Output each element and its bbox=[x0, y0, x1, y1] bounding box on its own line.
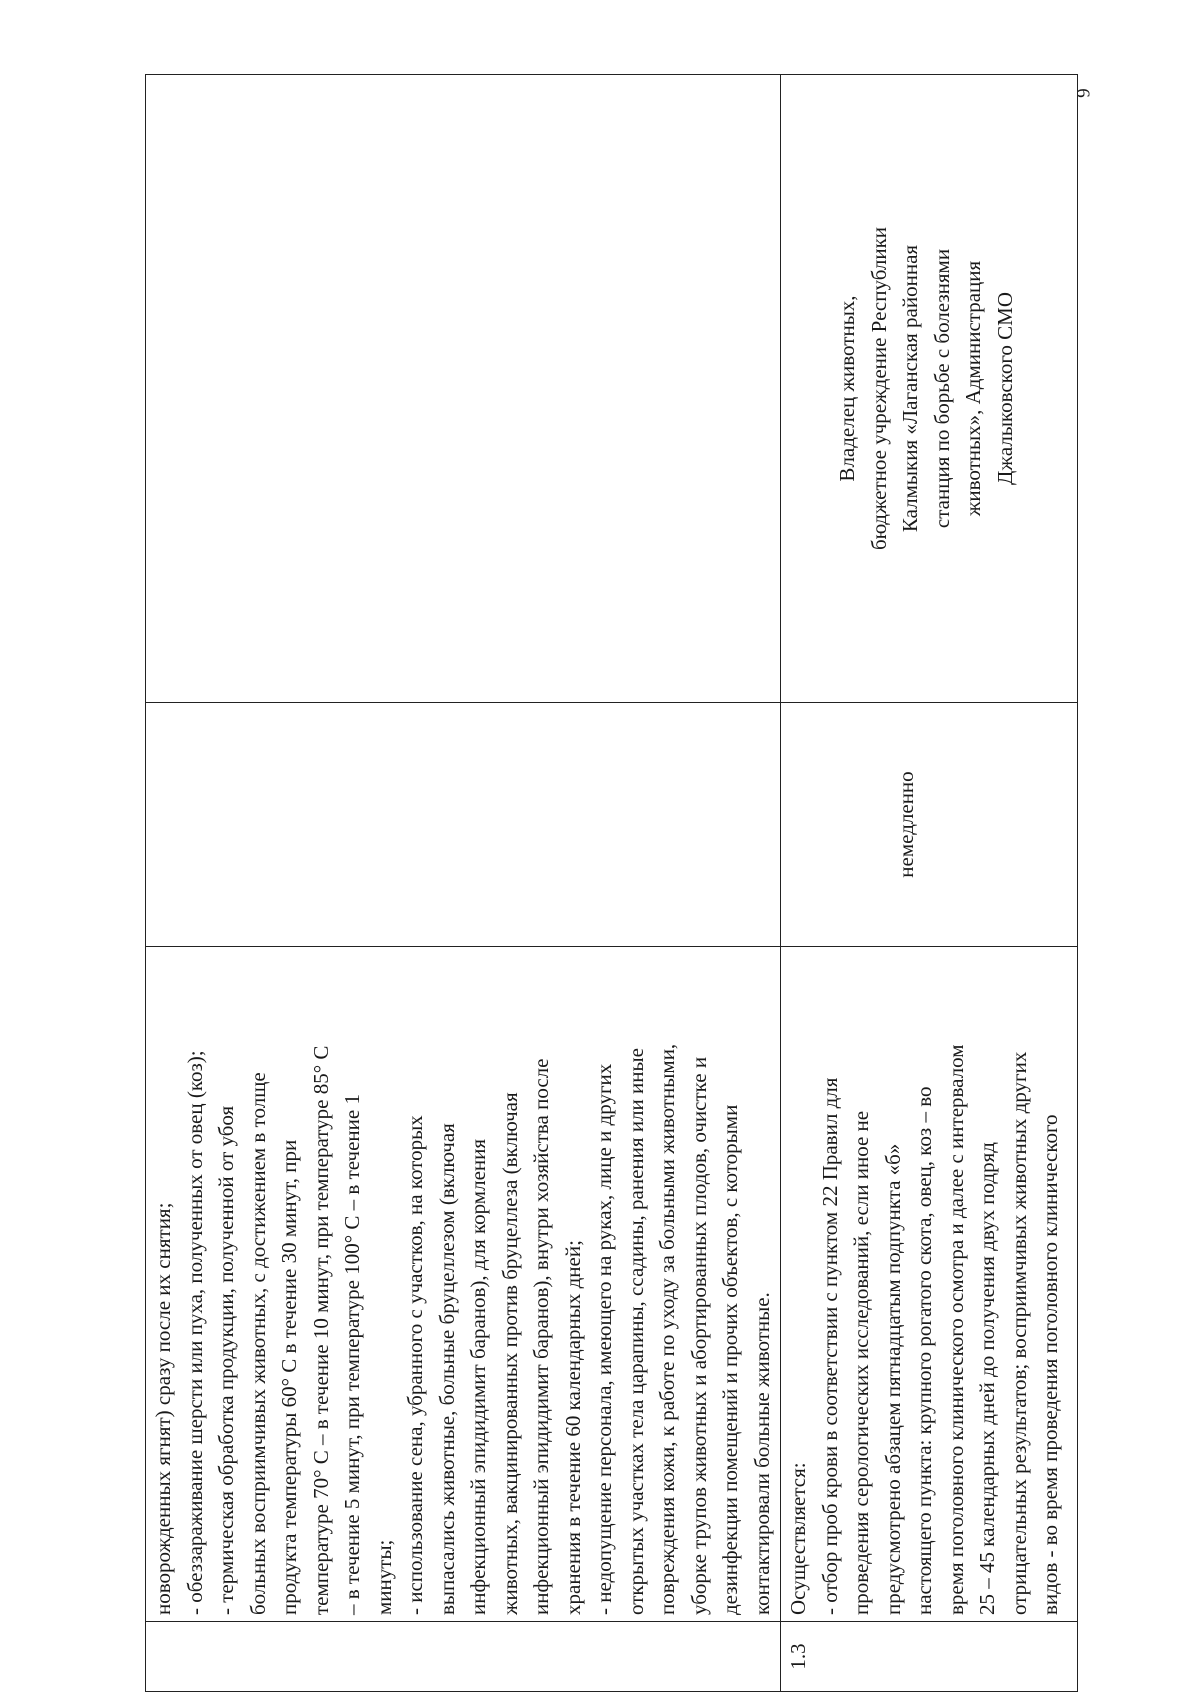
description-line: открытых участках тела царапины, ссадины, ранения или иные bbox=[623, 1048, 648, 1615]
responsible-line: Владелец животных, bbox=[835, 295, 859, 482]
description-line: уборке трупов животных и абортированных плодов, очистке и bbox=[686, 1056, 711, 1615]
description-line: повреждения кожи, к работе по уходу за больными животными, bbox=[655, 1043, 679, 1615]
description-line: инфекционный эпидидимит баранов), внутри хозяйства после bbox=[529, 1058, 553, 1615]
rotated-table-wrapper bbox=[145, 75, 1070, 1692]
term-cell bbox=[146, 703, 781, 947]
description-line: - термическая обработка продукции, полученной от убоя bbox=[214, 1105, 238, 1615]
table-row-continued bbox=[146, 75, 781, 1692]
description-line: инфекционный эпидидимит баранов), для кормления bbox=[466, 1138, 490, 1615]
description-line: минуты; bbox=[371, 1539, 396, 1615]
description-line: новорожденных ягнят) сразу после их снятия; bbox=[151, 1202, 175, 1615]
description-line: продукта температуры 60° С в течение 30 минут, при bbox=[277, 1139, 301, 1615]
responsible-line: животных», Администрация bbox=[961, 260, 985, 517]
description-line: видов - во время проведения поголовного клинического bbox=[1038, 1114, 1062, 1615]
term-cell bbox=[781, 703, 1078, 947]
description-line: больных восприимчивых животных, с достижением в толще bbox=[245, 1072, 270, 1615]
description-line: предусмотрено абзацем пятнадцатым подпункта «б» bbox=[880, 1143, 905, 1615]
responsible-line: Джалыковского СМО bbox=[992, 292, 1017, 485]
description-line: – в течение 5 минут, при температуре 100° С – в течение 1 bbox=[340, 1094, 364, 1615]
description-line: настоящего пункта: крупного рогатого скота, овец, коз – во bbox=[912, 1086, 936, 1615]
responsible-line: станция по борьбе с болезнями bbox=[929, 248, 954, 529]
responsible-text bbox=[832, 81, 1021, 696]
description-line: контактировали больные животные. bbox=[749, 1292, 774, 1615]
responsible-line: Калмыкия «Лаганская районная bbox=[898, 244, 922, 533]
page-number: 6 bbox=[1071, 88, 1093, 98]
description-line: проведения серологических исследований, если иное не bbox=[849, 1110, 873, 1615]
measures-table bbox=[145, 74, 1078, 1692]
responsible-cell bbox=[781, 75, 1078, 703]
description-line: температуре 70° С – в течение 10 минут, при температуре 85° С bbox=[308, 1045, 333, 1615]
measure-description-cell bbox=[781, 947, 1078, 1622]
responsible-cell bbox=[146, 75, 781, 703]
description-line: 25 – 45 календарных дней до получения двух подряд bbox=[975, 1142, 999, 1615]
description-line: - обеззараживание шерсти или пуха, полученных от овец (коз); bbox=[182, 1050, 207, 1615]
description-line: Осуществляется: bbox=[786, 1462, 810, 1615]
description-line: - недопущение персонала, имеющего на руках, лице и других bbox=[592, 1063, 616, 1615]
table-row-1-3 bbox=[781, 75, 1078, 1692]
measure-description-cell bbox=[146, 947, 781, 1622]
responsible-line: бюджетное учреждение Республики bbox=[866, 226, 891, 551]
description-line: - отбор проб крови в соответствии с пунктом 22 Правил для bbox=[817, 1077, 842, 1615]
term-text: немедленно bbox=[894, 771, 918, 878]
row-number-cell: 1.3 bbox=[781, 1622, 1078, 1692]
description-line: хранения в течение 60 календарных дней; bbox=[560, 1240, 585, 1615]
description-line: выпасались животные, больные бруцеллезом (включая bbox=[434, 1123, 459, 1615]
description-line: время поголовного клинического осмотра и далее с интервалом bbox=[943, 1044, 968, 1615]
description-line: - использование сена, убранного с участков, на которых bbox=[403, 1115, 427, 1615]
description-line: животных, вакцинированных против бруцеллеза (включая bbox=[497, 1092, 522, 1615]
description-line: дезинфекции помещений и прочих объектов, с которыми bbox=[718, 1104, 742, 1615]
description-line: отрицательных результатов; восприимчивых животных других bbox=[1006, 1051, 1031, 1615]
row-number-cell bbox=[146, 1622, 781, 1692]
